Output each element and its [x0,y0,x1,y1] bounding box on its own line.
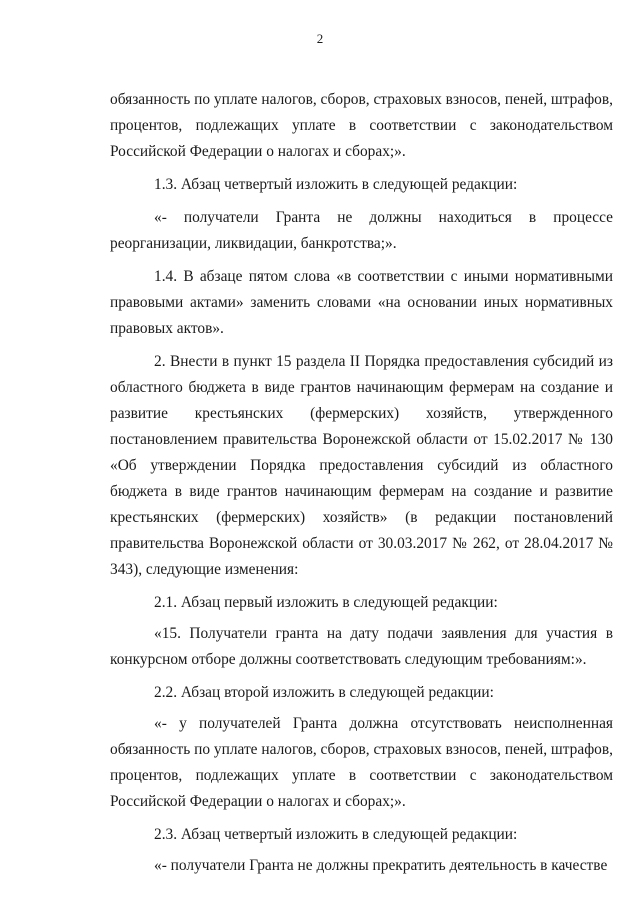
paragraph-1-3: 1.3. Абзац четвертый изложить в следующей редакции: [154,176,518,193]
paragraph-2-1: 2.1. Абзац первый изложить в следующей редакции: [154,594,498,611]
page-number: 2 [316,31,324,46]
paragraph-2-2-text: «- у получателей Гранта должна отсутствовать неисполненная обязанность по уплате налогов, сборов, страховых взносов, пеней, штрафов, процентов, подлежащих уплате в соответствии с законодательством Российской Федерации о налогах и сборах;». [110,715,613,810]
paragraph-2: 2. Внести в пункт 15 раздела II Порядка предоставления субсидий из областного бюджета в виде грантов начинающим фермерам на создание и развитие крестьянских (фермерских) хозяйств, утвержденного постановлением правительства Воронежской области от 15.02.2017 № 130 «Об утверждении Порядка предоставления субсидий из областного бюджета в виде грантов начинающим фермерам на создание и развитие крестьянских (фермерских) хозяйств» (в редакции постановлений правительства Воронежской области от 30.03.2017 № 262, от 28.04.2017 № 343), следующие изменения: [110,353,613,578]
paragraph-2-1-text: «15. Получатели гранта на дату подачи заявления для участия в конкурсном отборе должны соответствовать следующим требованиям:». [110,625,613,668]
document-body [110,87,613,886]
paragraph-1-3-text: «- получатели Гранта не должны находиться в процессе реорганизации, ликвидации, банкротства;». [110,209,613,252]
paragraph-2-3-text: «- получатели Гранта не должны прекратить деятельность в качестве [154,857,608,874]
paragraph-2-2: 2.2. Абзац второй изложить в следующей редакции: [154,684,494,701]
paragraph-2-3: 2.3. Абзац четвертый изложить в следующей редакции: [154,826,518,843]
paragraph-1-4: 1.4. В абзаце пятом слова «в соответствии с иными нормативными правовыми актами» заменить словами «на основании иных нормативных правовых актов». [110,268,613,337]
paragraph-continuation: обязанность по уплате налогов, сборов, страховых взносов, пеней, штрафов, процентов, подлежащих уплате в соответствии с законодательством Российской Федерации о налогах и сборах;». [110,91,613,160]
